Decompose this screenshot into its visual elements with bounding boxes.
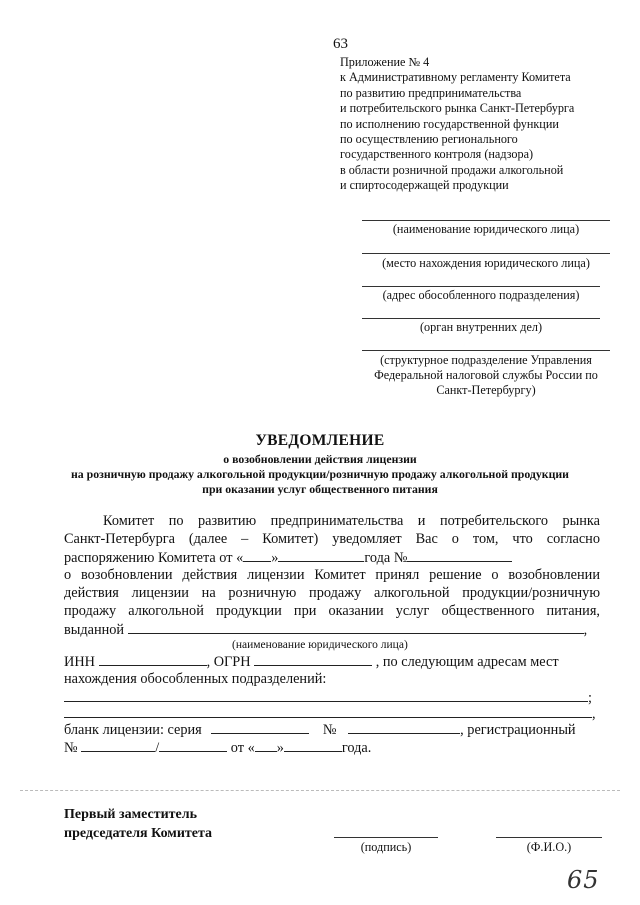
tax-caption-line: (структурное подразделение Управления [380, 353, 592, 367]
issued-to-line [64, 620, 600, 639]
addresses-text: , по следующим адресам мест [375, 654, 559, 670]
legal-address-caption: (место нахождения юридического лица) [382, 256, 590, 270]
order-year-text: года № [364, 550, 408, 566]
blank-series-line [64, 720, 600, 739]
reg-number-blank-2 [159, 738, 227, 752]
document-subtitle: на розничную продажу алкогольной продукции/розничную продажу алкогольной продукции [71, 467, 569, 481]
appendix-line: по исполнению государственной функции [340, 116, 559, 131]
inn-line [64, 652, 600, 671]
registration-line [64, 738, 600, 757]
order-number-blank [407, 548, 512, 562]
registration-label: , регистрационный [460, 722, 576, 738]
appendix-line: и спиртосодержащей продукции [340, 178, 509, 193]
document-subtitle: о возобновлении действия лицензии [223, 452, 417, 466]
tax-caption-line: Санкт-Петербургу) [436, 383, 536, 397]
signature-line [334, 837, 438, 838]
legal-name-caption: (наименование юридического лица) [392, 222, 580, 236]
appendix-line: в области розничной продажи алкогольной [340, 162, 564, 177]
address-blank [64, 704, 592, 718]
signature-caption: (подпись) [360, 840, 412, 854]
appendix-block [340, 55, 574, 194]
police-line [362, 318, 600, 319]
legal-name-line [362, 220, 610, 221]
body-line: Комитет по развитию предпринимательства и потребительского рынка [103, 513, 600, 529]
order-month-blank [278, 548, 364, 562]
reg-slash: / [155, 740, 160, 756]
from-quote: » [276, 740, 284, 756]
order-quote: » [271, 550, 279, 566]
name-caption: (Ф.И.О.) [526, 840, 572, 854]
inn-label: ИНН [64, 654, 95, 670]
signatory-position [64, 806, 212, 843]
handwritten-page-number: 65 [567, 866, 600, 894]
address-blank [64, 688, 588, 702]
police-caption: (орган внутренних дел) [419, 320, 543, 334]
position-line: председателя Комитета [64, 825, 213, 841]
body-line: Санкт-Петербурга (далее – Комитет) уведомляет Вас о том, что согласно [64, 531, 600, 547]
address-comma: , [592, 706, 596, 722]
year-label: года. [341, 740, 372, 756]
address-semicolon: ; [588, 690, 592, 706]
legal-address-line [362, 253, 610, 254]
position-line: Первый заместитель [64, 807, 197, 822]
order-text: распоряжению Комитета от « [64, 550, 244, 566]
reg-number-blank-1 [81, 738, 155, 752]
from-month-blank [284, 738, 342, 752]
series-blank [211, 720, 309, 734]
ogrn-label: , ОГРН [206, 654, 251, 670]
document-subtitle: при оказании услуг общественного питания [202, 482, 438, 496]
inn-blank [99, 652, 207, 666]
tax-caption-line: Федеральной налоговой службы России по [374, 368, 598, 382]
order-day-blank [243, 548, 271, 562]
tax-service-line [362, 350, 610, 351]
issued-to-blank [128, 620, 584, 634]
from-day-blank [255, 738, 277, 752]
appendix-line: государственного контроля (надзора) [340, 147, 534, 162]
number-blank [348, 720, 460, 734]
issued-to-text: выданной [64, 622, 125, 638]
appendix-line: по развитию предпринимательства [340, 85, 522, 100]
order-line [64, 548, 600, 567]
appendix-line: и потребительского рынка Санкт-Петербурга [340, 101, 575, 116]
ogrn-blank [254, 652, 372, 666]
body-line: действия лицензии на розничную продажу алкогольной продукции/розничную [64, 585, 600, 601]
body-line: продажу алкогольной продукции при оказании услуг общественного питания, [64, 603, 600, 619]
branch-address-line [362, 286, 600, 287]
tax-service-caption [362, 353, 610, 398]
appendix-line: Приложение № 4 [340, 55, 430, 69]
legal-entity-caption: (наименование юридического лица) [232, 639, 408, 651]
number-label: № [322, 722, 337, 738]
branch-address-caption: (адрес обособленного подразделения) [382, 288, 580, 302]
blank-series-label: бланк лицензии: серия [64, 722, 202, 738]
issued-comma: , [583, 622, 588, 638]
separator-line [20, 790, 620, 791]
from-label: от « [230, 740, 255, 756]
appendix-line: по осуществлению регионального [340, 132, 518, 147]
appendix-line: к Административному регламенту Комитета [340, 70, 571, 85]
page-number: 63 [333, 36, 348, 52]
reg-number-label: № [64, 740, 78, 756]
body-line: нахождения обособленных подразделений: [64, 671, 327, 687]
document-title: УВЕДОМЛЕНИЕ [255, 432, 385, 449]
name-line [496, 837, 602, 838]
body-line: о возобновлении действия лицензии Комитет принял решение о возобновлении [64, 567, 600, 583]
